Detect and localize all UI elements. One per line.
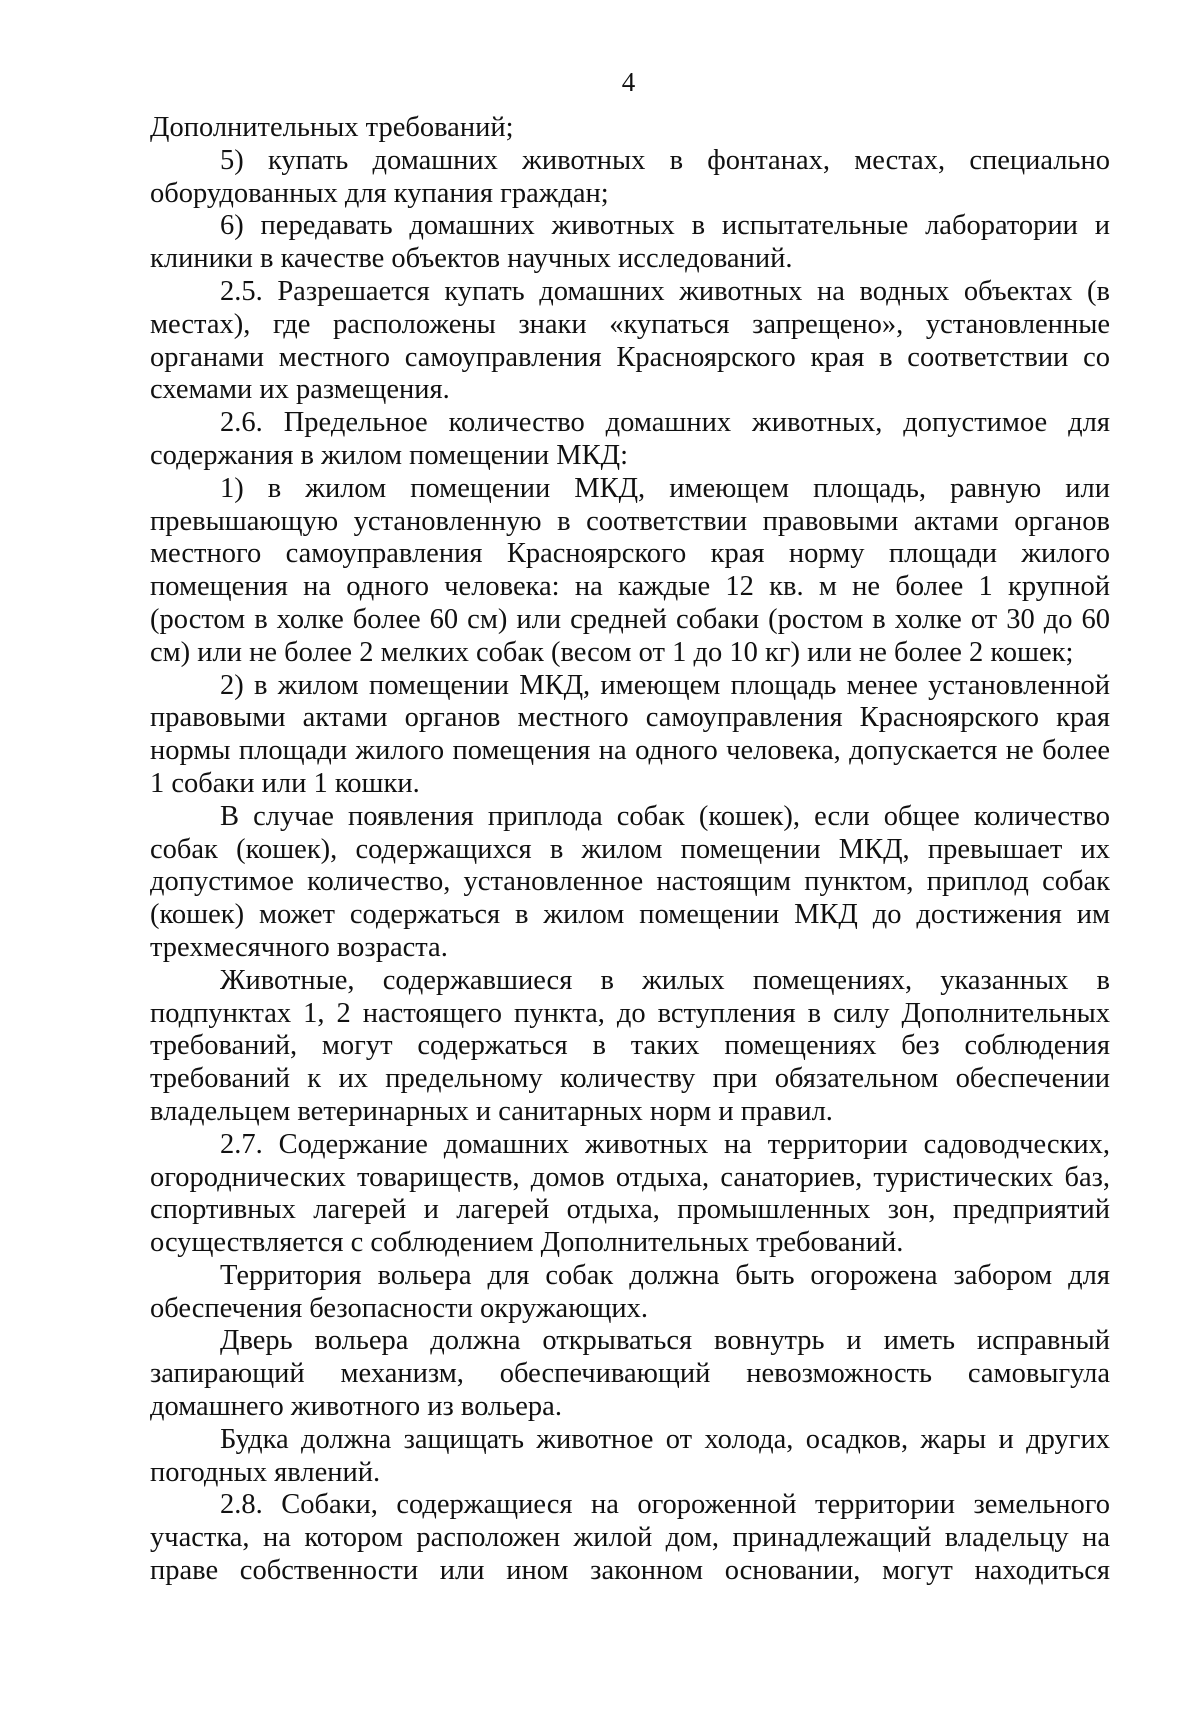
- paragraph: В случае появления приплода собак (кошек), если общее количество собак (кошек), содержащихся в жилом помещении МКД, превышает их допустимое количество, установленное настоящим пунктом, приплод собак (кошек) может содержаться в жилом помещении МКД до достижения им трехмесячного возраста.: [150, 800, 1110, 963]
- paragraph: Территория вольера для собак должна быть огорожена забором для обеспечения безопасности окружающих.: [150, 1259, 1110, 1324]
- paragraph: 5) купать домашних животных в фонтанах, местах, специально оборудованных для купания граждан;: [150, 144, 1110, 209]
- paragraph: Будка должна защищать животное от холода, осадков, жары и других погодных явлений.: [150, 1423, 1110, 1488]
- paragraph: Животные, содержавшиеся в жилых помещениях, указанных в подпунктах 1, 2 настоящего пункта, до вступления в силу Дополнительных требований, могут содержаться в таких помещениях без соблюдения требований к их предельному количеству при обязательном обеспечении владельцем ветеринарных и санитарных норм и правил.: [150, 964, 1110, 1127]
- paragraph: 2.6. Предельное количество домашних животных, допустимое для содержания в жилом помещении МКД:: [150, 407, 1110, 471]
- document-body: [150, 112, 1110, 1588]
- paragraph: 2.7. Содержание домашних животных на территории садоводческих, огороднических товариществ, домов отдыха, санаториев, туристических баз, спортивных лагерей и лагерей отдыха, промышленных зон, предприятий осуществляется с соблюдением Дополнительных требований.: [150, 1128, 1110, 1259]
- paragraph: Дополнительных требований;: [150, 112, 514, 143]
- paragraph: 2.5. Разрешается купать домашних животных на водных объектах (в местах), где расположены знаки «купаться запрещено», установленные органами местного самоуправления Красноярского края в соответствии со схемами их размещения.: [150, 275, 1110, 406]
- paragraph: 1) в жилом помещении МКД, имеющем площадь, равную или превышающую установленную в соответствии правовыми актами органов местного самоуправления Красноярского края норму площади жилого помещения на одного человека: на каждые 12 кв. м не более 1 крупной (ростом в холке более 60 см) или средней собаки (ростом в холке от 30 до 60 см) или не более 2 мелких собак (весом от 1 до 10 кг) или не более 2 кошек;: [150, 472, 1110, 668]
- paragraph: 2) в жилом помещении МКД, имеющем площадь менее установленной правовыми актами органов местного самоуправления Красноярского края нормы площади жилого помещения на одного человека, допускается не более 1 собаки или 1 кошки.: [150, 669, 1110, 799]
- paragraph: Дверь вольера должна открываться вовнутрь и иметь исправный запирающий механизм, обеспечивающий невозможность самовыгула домашнего животного из вольера.: [150, 1325, 1110, 1423]
- paragraph: 2.8. Собаки, содержащиеся на огороженной территории земельного участка, на котором расположен жилой дом, принадлежащий владельцу на праве собственности или ином законном основании, могут находиться: [150, 1489, 1110, 1587]
- paragraph: 6) передавать домашних животных в испытательные лаборатории и клиники в качестве объектов научных исследований.: [150, 210, 1110, 275]
- page-number: 4: [621, 67, 636, 97]
